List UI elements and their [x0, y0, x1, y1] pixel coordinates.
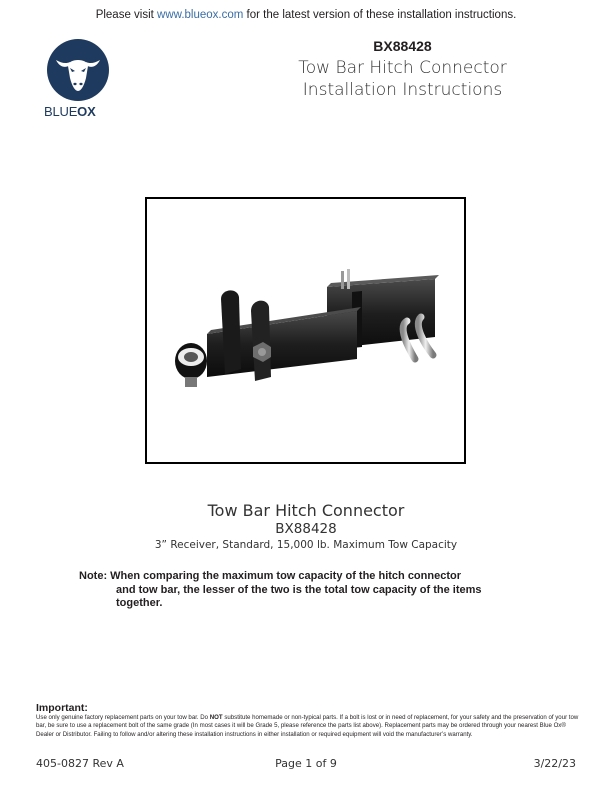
caption-spec: 3” Receiver, Standard, 15,000 lb. Maximum Tow Capacity: [154, 539, 458, 551]
logo-wordmark: BLUEOX: [44, 104, 96, 119]
footer-date: 3/22/23: [533, 757, 576, 770]
document-title: Tow Bar Hitch Connector Installation Instructions: [298, 58, 507, 100]
capacity-note: Note: When comparing the maximum tow capacity of the hitch connector and tow bar, the lesser of the two is the total tow capacity of the items together.: [79, 570, 482, 609]
important-text: Use only genuine factory replacement parts on your tow bar. Do NOT substitute homemade or non-typical parts. If a bolt is lost or in need of replacement, for your safety and the preservation of your tow bar, be sure to use a replacement bolt of the same grade (In most cases it will be Grade 5, please reference the parts list above). Replacement parts may be ordered through your nearest Blue Ox® Dealer or Distributor. Failing to follow and/or altering these installation instructions in either installation or required equipment will void the manufacturer’s warranty.: [36, 714, 579, 738]
blueox-link[interactable]: www.blueox.com: [157, 9, 244, 21]
footer-doc-id: 405-0827 Rev A: [36, 757, 124, 770]
important-heading: Important:: [36, 702, 88, 714]
blue-ox-logo: [46, 38, 110, 107]
hitch-connector-image: [147, 199, 464, 462]
ox-head-icon: [46, 38, 110, 102]
visit-notice: Please visit www.blueox.com for the latest version of these installation instructions.: [95, 9, 517, 21]
product-photo: [145, 197, 466, 464]
footer-page-number: Page 1 of 9: [275, 757, 337, 770]
caption-part-number: BX88428: [275, 521, 337, 537]
header-part-number: BX88428: [373, 38, 432, 54]
caption-title: Tow Bar Hitch Connector: [207, 501, 405, 520]
